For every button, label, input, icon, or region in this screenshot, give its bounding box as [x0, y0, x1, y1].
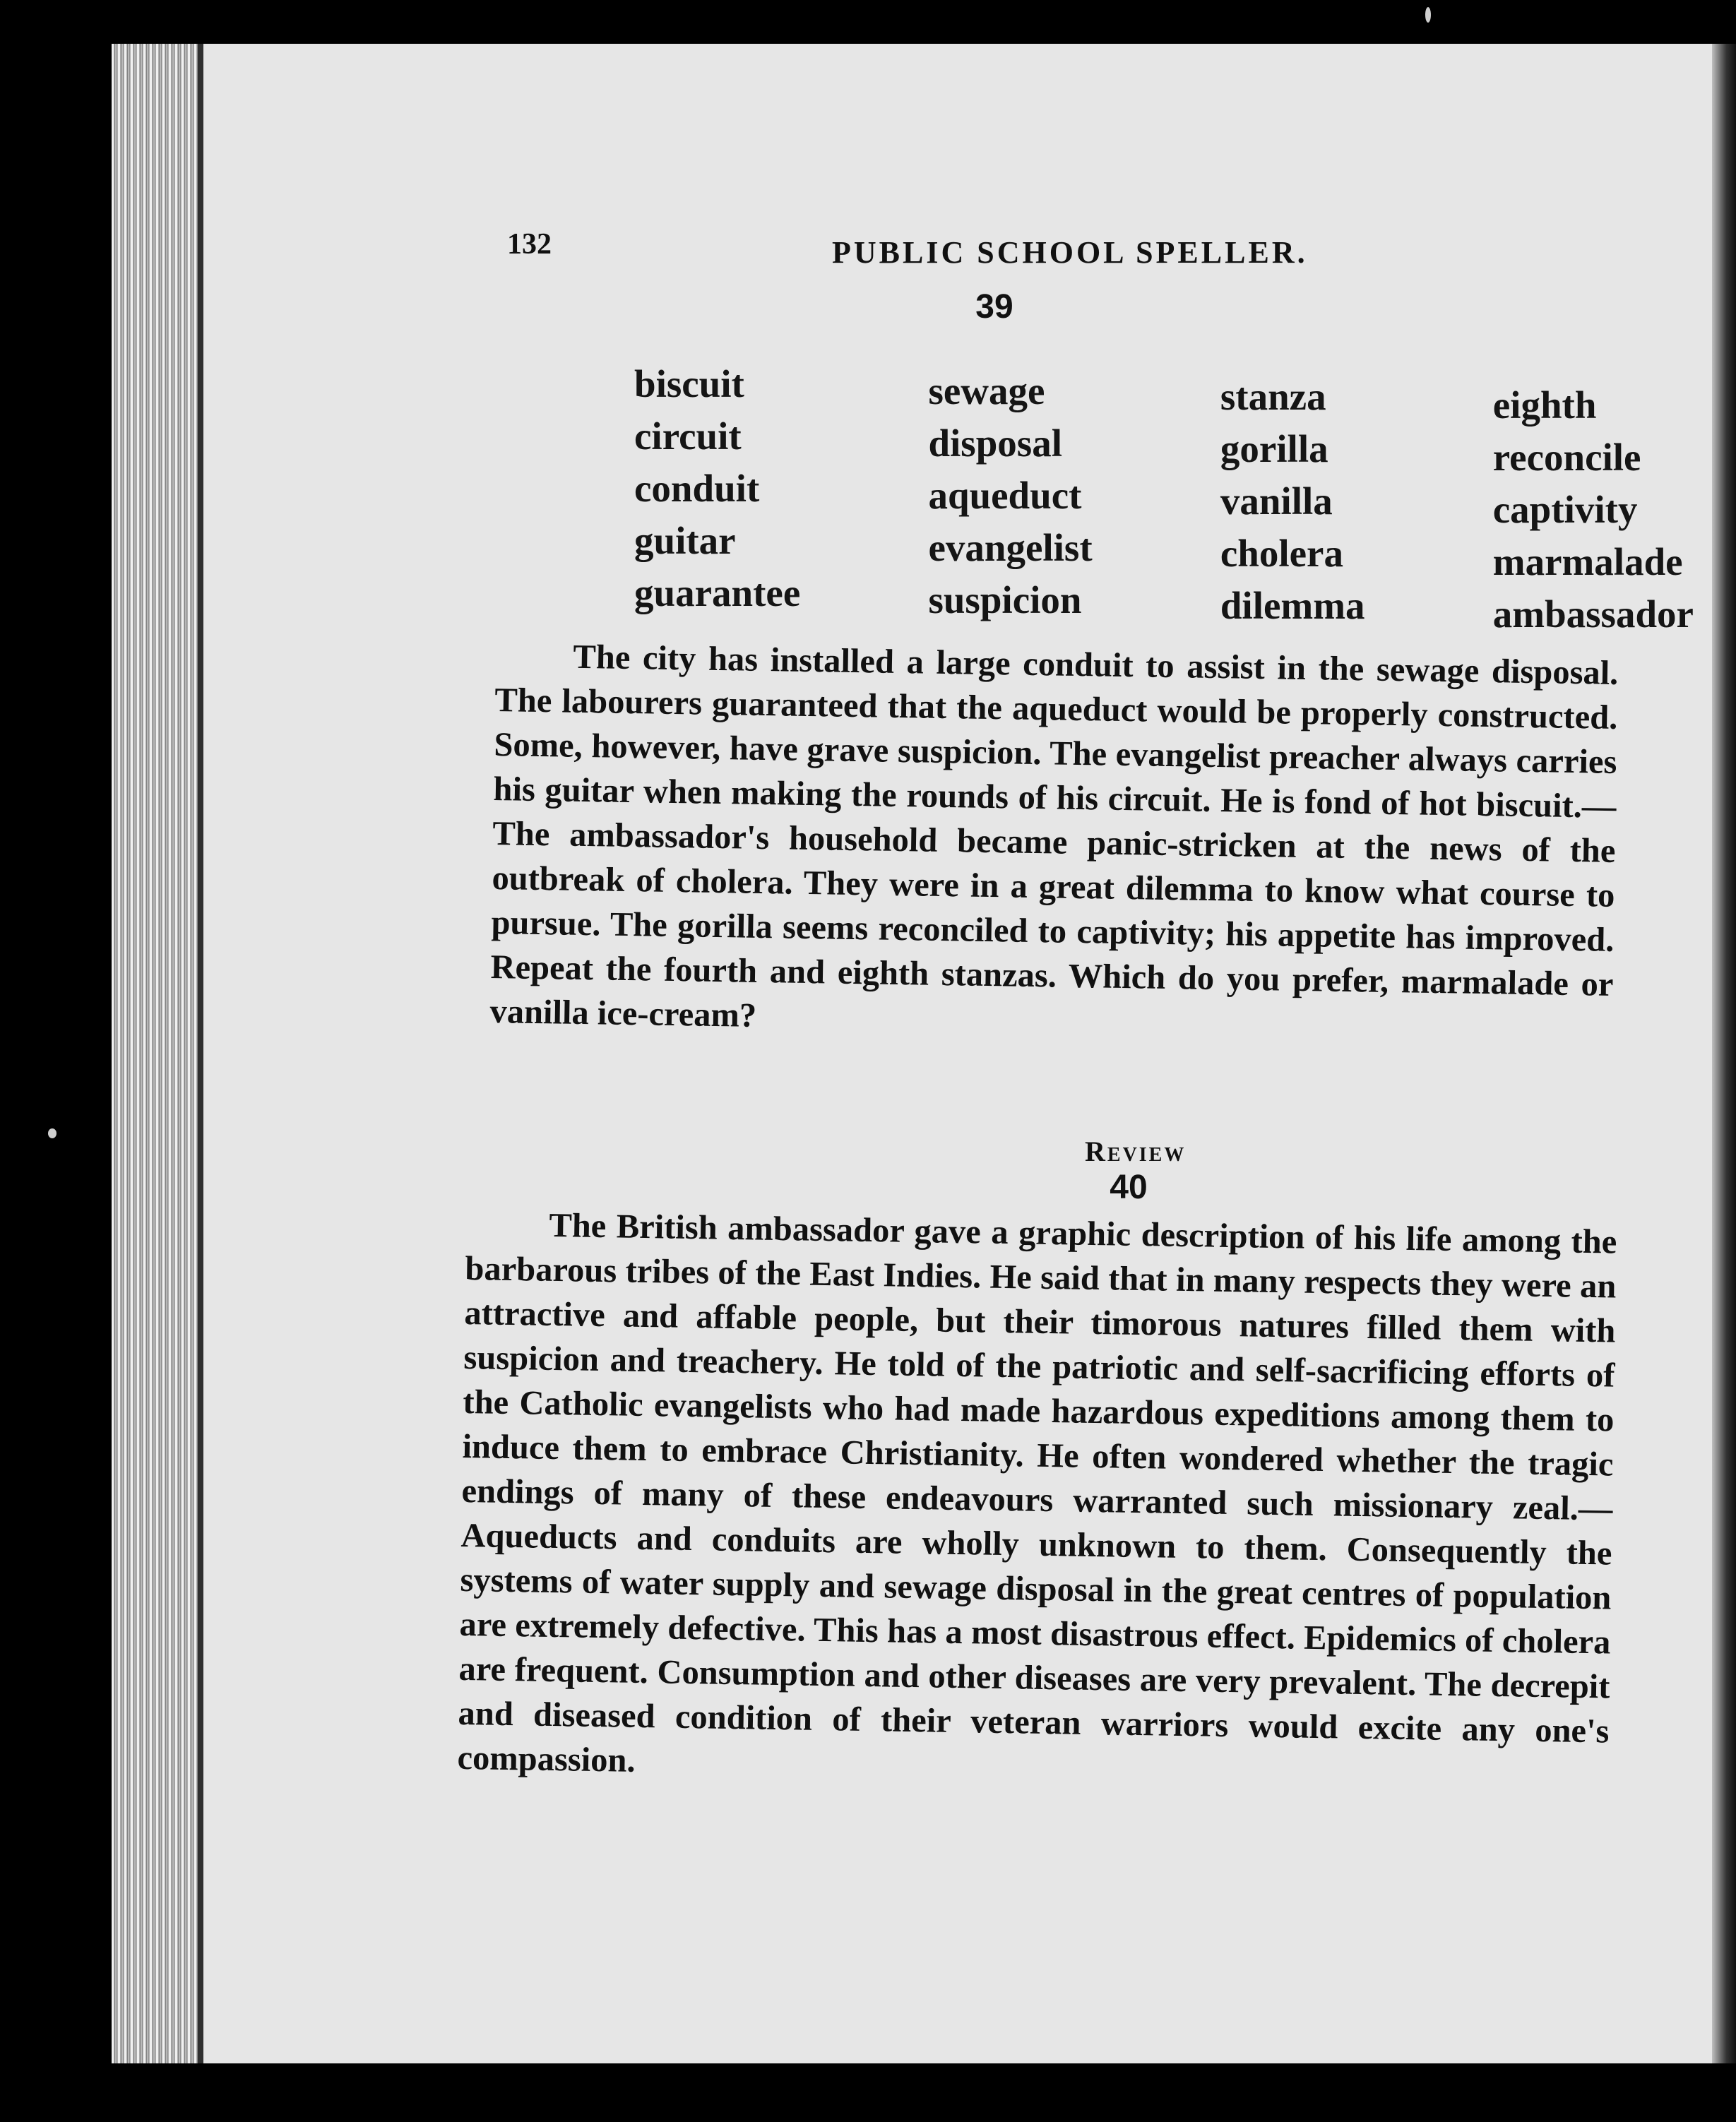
spelling-word: biscuit	[634, 362, 744, 405]
spelling-word: vanilla	[1220, 479, 1333, 523]
spelling-word: circuit	[634, 415, 742, 458]
word-column	[1493, 379, 1694, 640]
spelling-word: disposal	[928, 422, 1062, 465]
word-column	[928, 365, 1092, 640]
book-scan	[112, 44, 1694, 2063]
spelling-word: eighth	[1492, 383, 1597, 427]
page-number: 132	[507, 228, 552, 261]
word-column	[634, 358, 800, 640]
book-spine-shadow	[1712, 44, 1736, 2063]
page-edges	[112, 44, 205, 2063]
spelling-word: conduit	[634, 467, 760, 510]
scan-speck	[48, 1128, 57, 1138]
spelling-word: reconcile	[1492, 436, 1641, 479]
spelling-word: captivity	[1492, 488, 1638, 531]
spelling-word: guarantee	[634, 571, 801, 614]
spelling-word-list	[634, 358, 1694, 640]
spelling-word: evangelist	[928, 526, 1093, 569]
spelling-word: suspicion	[928, 578, 1082, 621]
spelling-word: guitar	[634, 519, 736, 562]
word-column	[1220, 371, 1365, 640]
review-paragraph: The British ambassador gave a graphic description of his life among the barbarous tribes of the East Indies. He said that in many respects they were an attractive and affable people, but their timorous natures filled them with suspicion and treachery. He told of the patriotic and self-sacrificing efforts of the Catholic evangelists who had made hazardous expeditions among them to induce them to embrace Christianity. He often wondered whether the tragic endings of many of these endeavours warranted such missionary zeal.—Aqueducts and conduits are wholly unknown to them. Consequently the systems of water supply and sewage disposal in the great centres of population are extremely defective. This has a most disastrous effect. Epidemics of cholera are frequent. Consumption and other diseases are very prevalent. The decrepit and diseased condition of their veteran warriors would excite any one's compassion.	[457, 1206, 1617, 1780]
spelling-word: ambassador	[1492, 592, 1694, 636]
spelling-word: dilemma	[1220, 584, 1365, 627]
running-head: PUBLIC SCHOOL SPELLER.	[832, 235, 1308, 270]
spelling-word: gorilla	[1220, 427, 1328, 470]
page	[203, 44, 1736, 2063]
scan-speck	[1425, 7, 1431, 23]
spelling-word: stanza	[1220, 375, 1326, 418]
review-number: 40	[1110, 1169, 1148, 1206]
lesson-number: 39	[975, 288, 1013, 326]
spelling-word: marmalade	[1492, 540, 1683, 583]
review-heading: Review	[1085, 1135, 1187, 1167]
spelling-word: cholera	[1220, 532, 1343, 575]
spelling-word: aqueduct	[928, 474, 1082, 517]
page-header	[507, 213, 1651, 270]
spelling-word: sewage	[928, 369, 1045, 412]
lesson-paragraph: The city has installed a large conduit to assist in the sewage disposal. The labourers guaranteed that the aqueduct would be properly constructed. Some, however, have grave suspicion. The evangelist preacher always carries his guitar when making the rounds of his circuit. He is fond of hot biscuit.—The ambassador's household became panic-stricken at the news of the outbreak of cholera. They were in a great dilemma to know what course to pursue. The gorilla seems reconciled to captivity; his appetite has improved. Repeat the fourth and eighth stanzas. Which do you prefer, marmalade or vanilla ice-cream?	[489, 638, 1619, 1035]
